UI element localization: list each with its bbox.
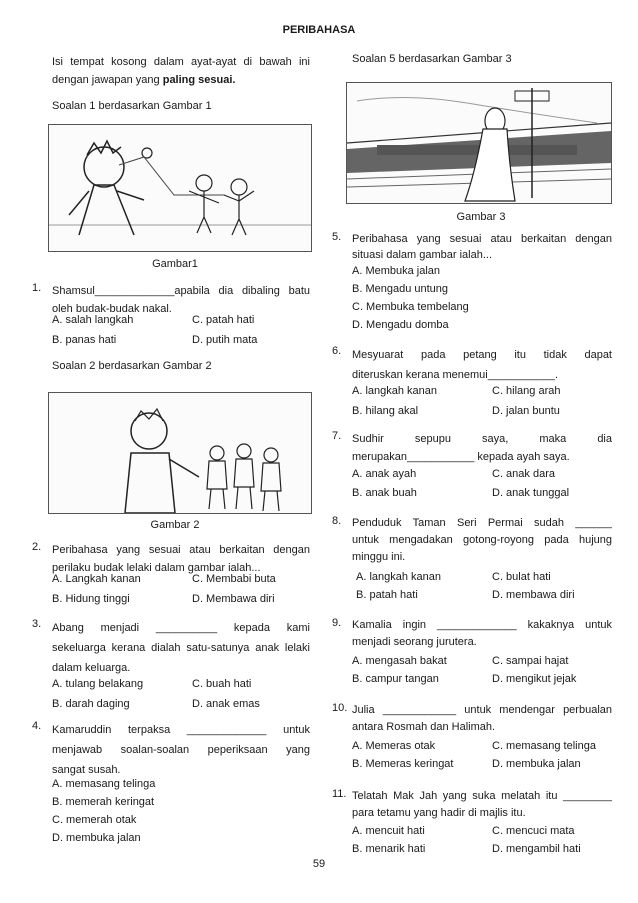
option-c[interactable]: C. bulat hati: [492, 571, 551, 583]
question-number: 11.: [332, 788, 347, 800]
option-d[interactable]: D. membuka jalan: [52, 832, 141, 844]
option-d[interactable]: D. mengikut jejak: [492, 673, 577, 685]
option-b[interactable]: B. Mengadu untung: [352, 283, 449, 295]
instruction-plain: dengan jawapan yang: [52, 74, 163, 86]
option-c[interactable]: C. anak dara: [492, 468, 555, 480]
question-text-line: Kamaruddin terpaksa _____________ untuk: [52, 724, 310, 736]
option-c[interactable]: C. Membuka tembelang: [352, 301, 469, 313]
option-c[interactable]: C. patah hati: [192, 314, 255, 326]
question-text-line: diteruskan kerana menemui___________.: [352, 369, 559, 381]
question-text-line: Shamsul_____________apabila dia dibaling batu: [52, 285, 310, 297]
instruction-line-2: [52, 71, 310, 89]
question-7: [332, 430, 612, 502]
option-a[interactable]: A. mengasah bakat: [352, 655, 447, 667]
question-text-line: Telatah Mak Jah yang suka melatah itu ________: [352, 790, 612, 802]
question-text-line: Peribahasa yang sesuai atau berkaitan dengan: [352, 233, 612, 245]
question-8: [332, 515, 612, 605]
question-number: 1.: [32, 282, 42, 294]
question-number: 6.: [332, 345, 342, 357]
option-c[interactable]: C. Membabi buta: [192, 573, 276, 585]
figure-3-caption: Gambar 3: [456, 211, 506, 223]
option-a[interactable]: A. Membuka jalan: [352, 265, 441, 277]
question-9: [332, 617, 612, 689]
option-a[interactable]: A. salah langkah: [52, 314, 134, 326]
option-a[interactable]: A. langkah kanan: [356, 571, 442, 583]
option-c[interactable]: C. memasang telinga: [492, 740, 596, 752]
question-text-line: Peribahasa yang sesuai atau berkaitan dengan: [52, 544, 310, 556]
page-number: 59: [312, 858, 326, 870]
option-d[interactable]: D. membuka jalan: [492, 758, 581, 770]
option-c[interactable]: C. hilang arah: [492, 385, 561, 397]
page-title: PERIBAHASA: [282, 24, 356, 36]
section-heading-1: Soalan 1 berdasarkan Gambar 1: [52, 100, 212, 112]
question-text-line: perilaku budak lelaki dalam gambar ialah...: [52, 562, 261, 574]
question-number: 4.: [32, 720, 42, 732]
option-c[interactable]: C. mencuci mata: [492, 825, 575, 837]
option-c[interactable]: C. buah hati: [192, 678, 252, 690]
option-b[interactable]: B. panas hati: [52, 334, 117, 346]
question-text-line: Abang menjadi __________ kepada kami: [52, 622, 310, 634]
option-d[interactable]: D. Membawa diri: [192, 593, 275, 605]
question-5: [332, 231, 612, 335]
section-heading-3: Soalan 5 berdasarkan Gambar 3: [352, 53, 512, 65]
option-b[interactable]: B. darah daging: [52, 698, 130, 710]
option-a[interactable]: A. anak ayah: [352, 468, 417, 480]
question-text-line: antara Rosmah dan Halimah.: [352, 721, 496, 733]
question-11: [332, 788, 612, 860]
question-text-line: Penduduk Taman Seri Permai sudah ______: [352, 517, 612, 529]
question-text-line: dalam keluarga.: [52, 662, 131, 674]
option-a[interactable]: A. Memeras otak: [352, 740, 436, 752]
question-text-line: menjawab soalan-soalan peperiksaan yang: [52, 744, 310, 756]
figure-3-illustration: [346, 82, 612, 204]
question-number: 5.: [332, 231, 342, 243]
instruction-bold: paling sesuai.: [162, 74, 236, 86]
option-b[interactable]: B. hilang akal: [352, 405, 419, 417]
option-a[interactable]: A. memasang telinga: [52, 778, 156, 790]
question-text-line: untuk mengadakan gotong-royong pada hujung: [352, 534, 612, 546]
option-d[interactable]: D. jalan buntu: [492, 405, 560, 417]
question-text-line: sekeluarga kerana dialah satu-satunya anak lelaki: [52, 642, 310, 654]
figure-1-illustration: [48, 124, 312, 252]
option-b[interactable]: B. menarik hati: [352, 843, 426, 855]
option-c[interactable]: C. sampai hajat: [492, 655, 569, 667]
question-number: 10.: [332, 702, 348, 714]
option-a[interactable]: A. langkah kanan: [352, 385, 438, 397]
option-b[interactable]: B. patah hati: [356, 589, 418, 601]
question-4: [32, 720, 310, 846]
question-text-line: sangat susah.: [52, 764, 121, 776]
option-d[interactable]: D. putih mata: [192, 334, 258, 346]
option-b[interactable]: B. anak buah: [352, 487, 417, 499]
question-text-line: merupakan___________ kepada ayah saya.: [352, 451, 570, 463]
question-10: [332, 702, 612, 774]
option-d[interactable]: D. mengambil hati: [492, 843, 581, 855]
question-number: 2.: [32, 541, 42, 553]
figure-2-caption: Gambar 2: [150, 519, 200, 531]
option-b[interactable]: B. Memeras keringat: [352, 758, 454, 770]
question-text-line: menjadi seorang jurutera.: [352, 636, 477, 648]
question-text-line: Kamalia ingin _____________ kakaknya untuk: [352, 619, 612, 631]
option-d[interactable]: D. membawa diri: [492, 589, 575, 601]
option-a[interactable]: A. tulang belakang: [52, 678, 144, 690]
option-d[interactable]: D. anak tunggal: [492, 487, 570, 499]
question-text-line: Sudhir sepupu saya, maka dia: [352, 433, 612, 445]
question-6: [332, 345, 612, 417]
section-heading-2: Soalan 2 berdasarkan Gambar 2: [52, 360, 212, 372]
option-b[interactable]: B. campur tangan: [352, 673, 439, 685]
instruction-line-1: Isi tempat kosong dalam ayat-ayat di bawah ini: [52, 56, 310, 68]
question-number: 7.: [332, 430, 342, 442]
option-d[interactable]: D. anak emas: [192, 698, 260, 710]
question-3: [32, 618, 310, 710]
question-number: 8.: [332, 515, 342, 527]
question-text-line: minggu ini.: [352, 551, 406, 563]
option-a[interactable]: A. Langkah kanan: [52, 573, 141, 585]
question-text-line: para tetamu yang hadir di majlis itu.: [352, 807, 526, 819]
question-text-line: Julia ____________ untuk mendengar perbualan: [352, 704, 612, 716]
question-1: [32, 282, 310, 346]
option-a[interactable]: A. mencuit hati: [352, 825, 425, 837]
option-b[interactable]: B. Hidung tinggi: [52, 593, 130, 605]
figure-2-illustration: [48, 392, 312, 514]
option-b[interactable]: B. memerah keringat: [52, 796, 155, 808]
question-text-line: oleh budak-budak nakal.: [52, 303, 172, 315]
question-number: 9.: [332, 617, 342, 629]
question-2: [32, 541, 310, 605]
question-number: 3.: [32, 618, 42, 630]
question-text-line: situasi dalam gambar ialah...: [352, 249, 493, 261]
figure-1-caption: Gambar1: [152, 258, 198, 270]
option-c[interactable]: C. memerah otak: [52, 814, 137, 826]
question-text-line: Mesyuarat pada petang itu tidak dapat: [352, 349, 612, 361]
option-d[interactable]: D. Mengadu domba: [352, 319, 449, 331]
